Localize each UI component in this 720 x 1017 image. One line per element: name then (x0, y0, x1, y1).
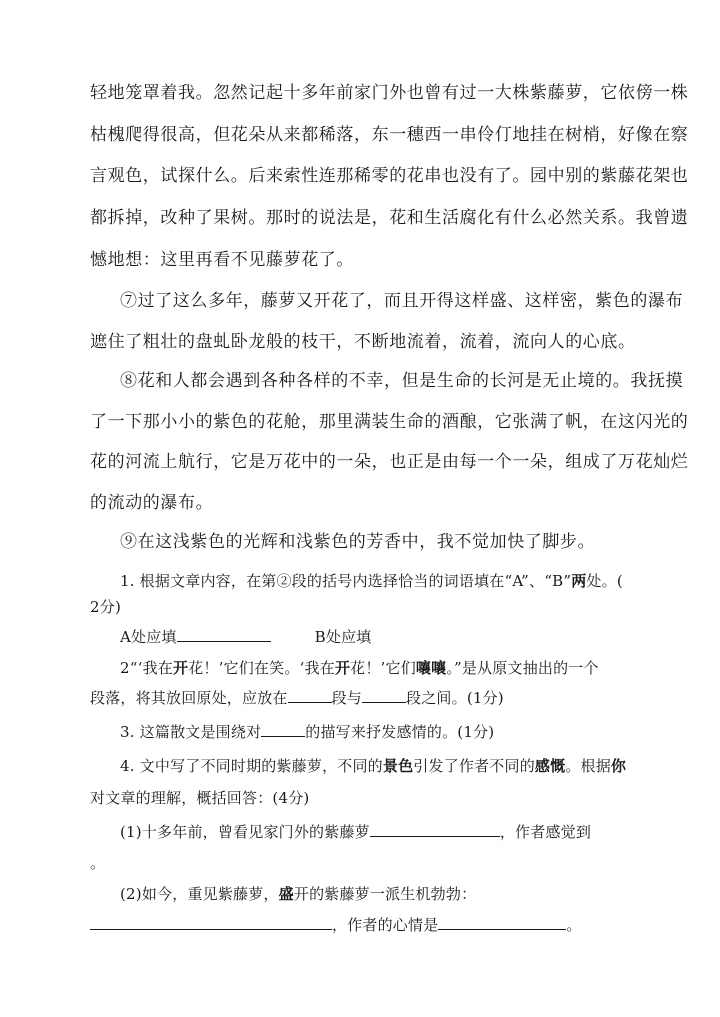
question-2: 2“‘我在开花！’它们在笑。‘我在开花！’它们嚷嚷。”是从原文抽出的一个 (120, 659, 599, 677)
passage-line: 的流动的瀑布。 (90, 493, 214, 513)
answer-blank[interactable] (362, 687, 406, 703)
passage-line: 憾地想：这里再看不见藤萝花了。 (90, 250, 354, 270)
passage-line: 轻地笼罩着我。忽然记起十多年前家门外也曾有过一大株紫藤萝，它依傍一株 (90, 83, 689, 103)
passage-line: 都拆掉，改种了果树。那时的说法是，花和生活腐化有什么必然关系。我曾遗 (90, 208, 689, 228)
question-4-2: (2)如今，重见紫藤萝，盛开的紫藤萝一派生机勃勃： (120, 885, 477, 903)
question-4-2-line2: ，作者的心情是 。 (90, 914, 582, 935)
question-1-fill: A处应填 B处应填 (120, 628, 372, 646)
passage-line: ⑧花和人都会遇到各种各样的不幸，但是生命的长河是无止境的。我抚摸 (120, 371, 684, 391)
question-1: 1. 根据文章内容，在第②段的括号内选择恰当的词语填在“A”、“B”两处。( (120, 572, 623, 590)
answer-blank-a[interactable] (177, 626, 271, 642)
question-4: 4. 文中写了不同时期的紫藤萝，不同的景色引发了作者不同的感慨。根据你 (120, 757, 627, 775)
answer-blank[interactable] (90, 914, 332, 930)
passage-line: 花的河流上航行，它是万花中的一朵，也正是由每一个一朵，组成了万花灿烂 (90, 452, 689, 472)
question-2-line2: 段落，将其放回原处，应放在 段与 段之间。(1分) (90, 689, 504, 707)
passage-line: 枯槐爬得很高，但花朵从来都稀落，东一穗西一串伶仃地挂在树梢，好像在察 (90, 125, 689, 145)
question-1-score: 2分) (90, 598, 121, 616)
question-4-line2: 对文章的理解，概括回答：(4分) (90, 789, 310, 807)
answer-blank[interactable] (261, 721, 305, 737)
answer-blank[interactable] (288, 687, 332, 703)
passage-line: 言观色，试探什么。后来索性连那稀零的花串也没有了。园中别的紫藤花架也 (90, 166, 689, 186)
answer-blank[interactable] (370, 821, 500, 837)
passage-line: 遮住了粗壮的盘虬卧龙般的枝干，不断地流着，流着，流向人的心底。 (90, 332, 636, 352)
question-4-1-end: 。 (90, 854, 106, 872)
answer-blank[interactable] (438, 914, 566, 930)
question-4-1: (1)十多年前，曾看见家门外的紫藤萝 ，作者感觉到 (120, 823, 592, 841)
passage-line: ⑨在这浅紫色的光辉和浅紫色的芳香中，我不觉加快了脚步。 (120, 532, 596, 552)
passage-line: ⑦过了这么多年，藤萝又开花了，而且开得这样盛、这样密，紫色的瀑布 (120, 291, 684, 311)
passage-line: 了一下那小小的紫色的花舱，那里满装生命的酒酿，它张满了帆，在这闪光的 (90, 412, 689, 432)
question-3: 3. 这篇散文是围绕对 的描写来抒发感情的。(1分) (120, 723, 495, 741)
